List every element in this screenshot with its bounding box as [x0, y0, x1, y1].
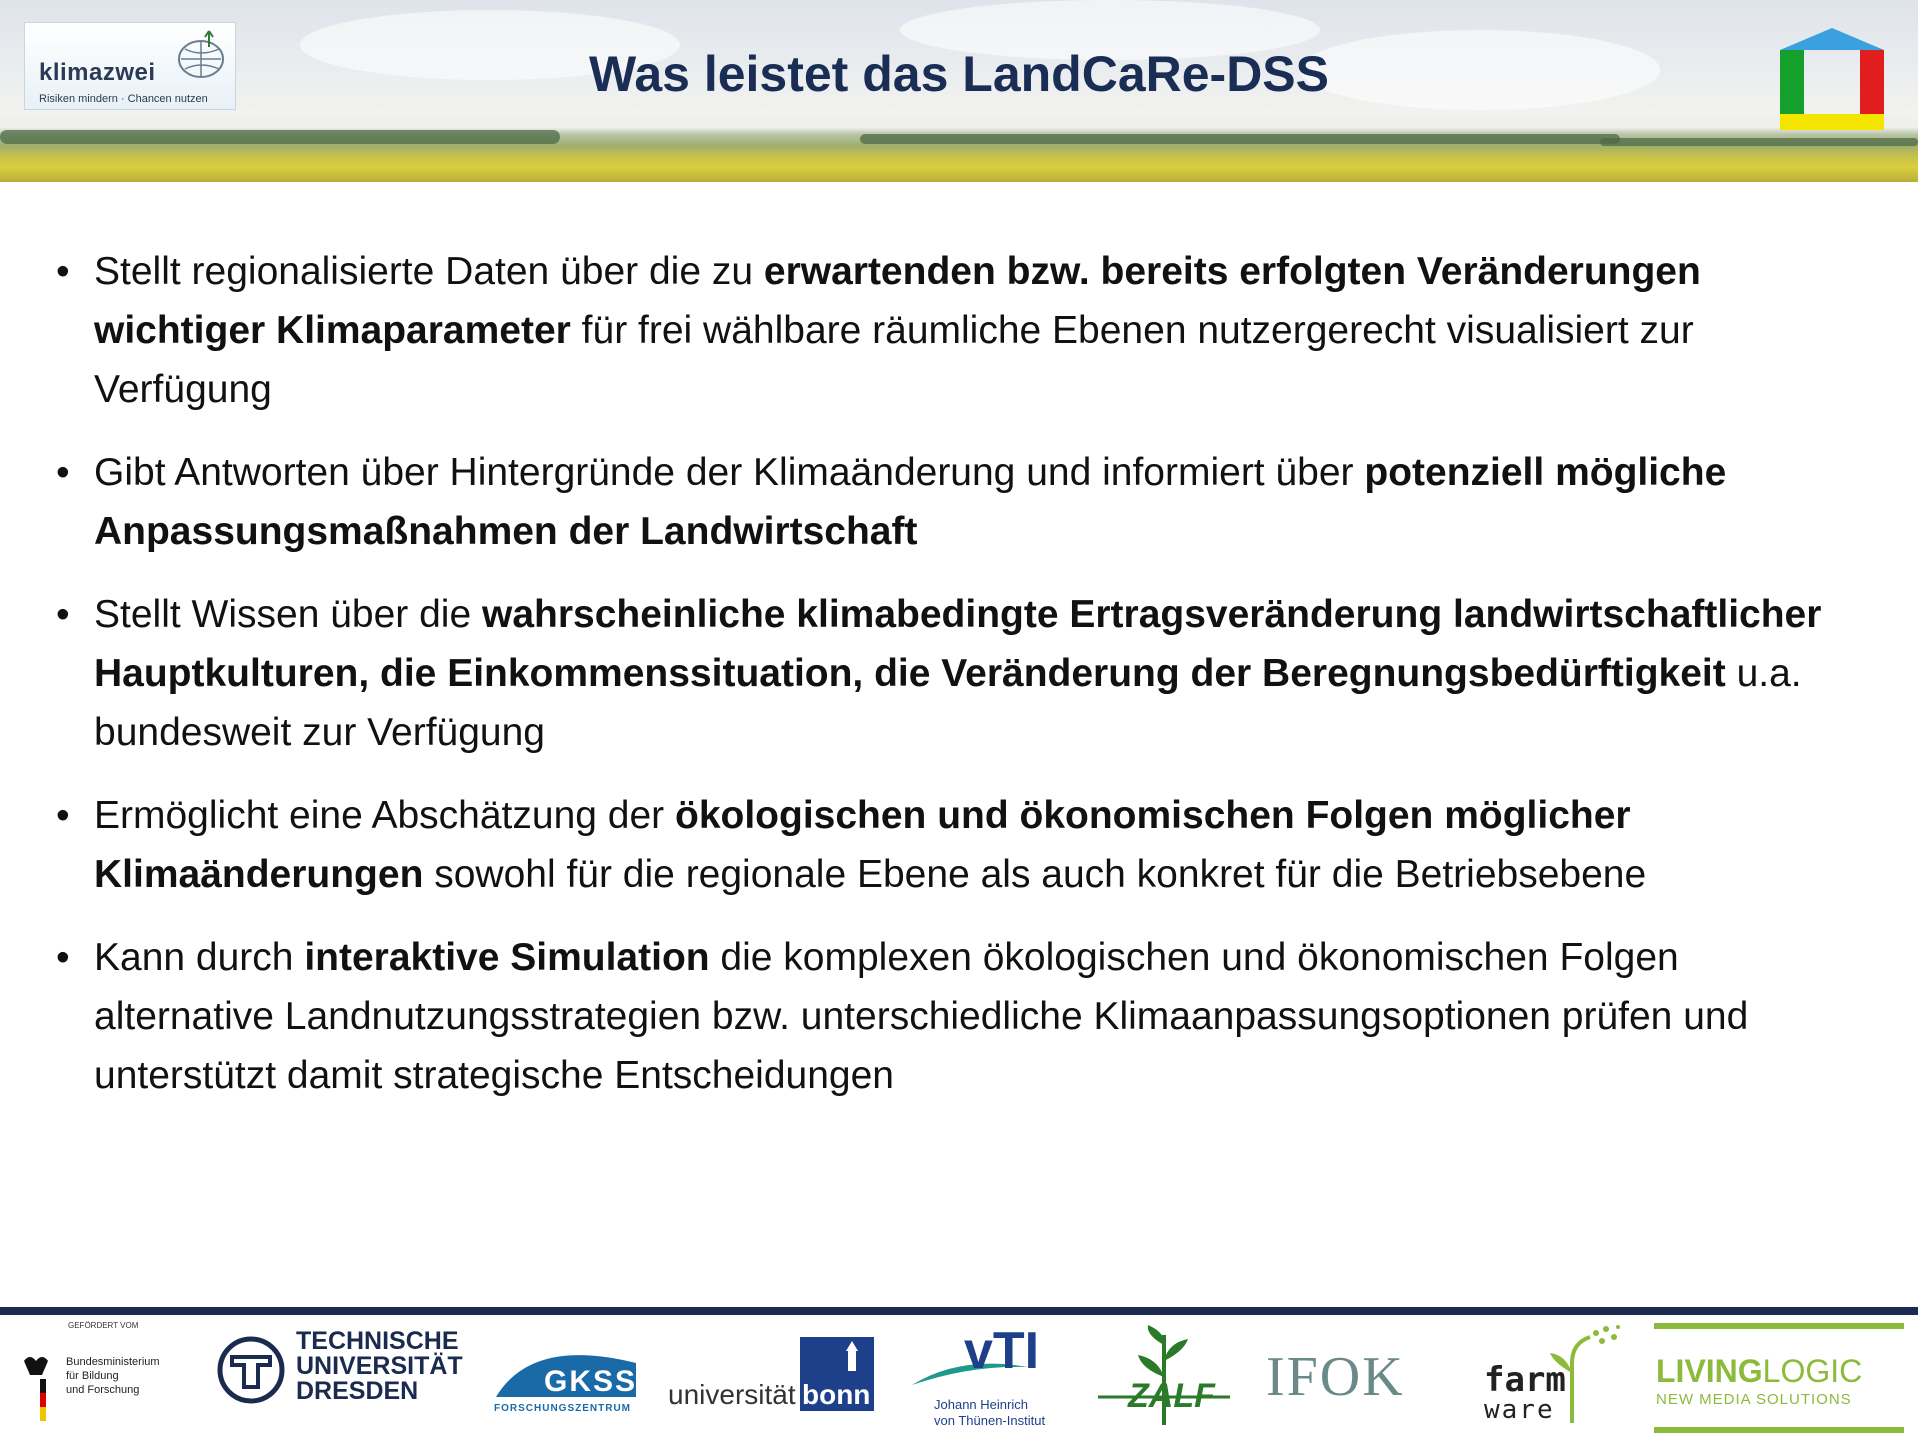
- treeline: [0, 130, 560, 144]
- bullet-dot: •: [56, 593, 70, 636]
- zalf-word: ZALF: [1128, 1377, 1215, 1415]
- uni-bonn-logo: [668, 1337, 874, 1417]
- bullet-item: [52, 928, 1862, 1105]
- zalf-logo: [1096, 1325, 1232, 1429]
- treeline: [1600, 138, 1918, 146]
- bullet-text: u.a. bundesweit zur Verfügung: [94, 652, 1802, 754]
- gkss-word: GKSS: [544, 1365, 638, 1398]
- bullet-list: [52, 242, 1862, 1129]
- bullet-text: die komplexen ökologischen und ökonomischen Folgen alternative Landnutzungsstrategien bzw. unterschiedliche Klimaanpassungsoptionen prüfen und unterstützt damit strategische Entscheidungen: [94, 936, 1749, 1097]
- livinglogic-living: LIVING: [1656, 1353, 1763, 1389]
- tu-dresden-logo: [216, 1329, 466, 1419]
- livinglogic-word: [1656, 1355, 1862, 1387]
- bullet-text: Kann durch: [94, 936, 305, 979]
- bullet-text: Stellt Wissen über die: [94, 593, 483, 636]
- tud-line1: TECHNISCHE: [296, 1327, 459, 1355]
- partner-logos: [0, 1315, 1918, 1439]
- bullet-item: [52, 585, 1862, 762]
- bullet-text: Gibt Antworten über Hintergründe der Klimaänderung und informiert über: [94, 451, 1365, 494]
- bullet-text-bold: potenziell mögliche Anpassungsmaßnahmen der Landwirtschaft: [94, 451, 1727, 553]
- gkss-sub: FORSCHUNGSZENTRUM: [494, 1403, 631, 1414]
- klimazwei-logo-word: klimazwei: [39, 59, 156, 86]
- bullet-text-bold: ökologischen und ökonomischen Folgen möglicher Klimaänderungen: [94, 794, 1631, 896]
- livinglogic-logic: LOGIC: [1762, 1353, 1863, 1389]
- bullet-text-bold: erwartenden bzw. bereits erfolgten Veränderungen wichtiger Klimaparameter: [94, 250, 1701, 352]
- bullet-item: [52, 443, 1862, 561]
- header-banner: [0, 0, 1918, 182]
- vti-word: vTI: [964, 1322, 1040, 1380]
- tud-emblem-icon: [216, 1335, 286, 1405]
- bullet-text: für frei wählbare räumliche Ebenen nutzergerecht visualisiert zur Verfügung: [94, 309, 1694, 411]
- vti-line1: Johann Heinrich: [934, 1397, 1028, 1412]
- gkss-logo: [492, 1343, 640, 1423]
- ifok-word: IFOK: [1266, 1346, 1405, 1408]
- treeline: [860, 134, 1620, 144]
- bmbf-line1: Bundesministerium: [66, 1356, 160, 1368]
- bonn-right: bonn: [802, 1379, 871, 1410]
- bmbf-gefoerdert: GEFÖRDERT VOM: [68, 1321, 139, 1330]
- bullet-text: sowohl für die regionale Ebene als auch konkret für die Betriebsebene: [423, 853, 1647, 896]
- eagle-flag-icon: [20, 1353, 50, 1423]
- bullet-text: Stellt regionalisierte Daten über die zu: [94, 250, 764, 293]
- livinglogic-sub: NEW MEDIA SOLUTIONS: [1656, 1391, 1852, 1408]
- house-logo-icon: [1776, 26, 1888, 132]
- bullet-dot: •: [56, 794, 70, 837]
- slide-title: Was leistet das LandCaRe-DSS: [588, 46, 1329, 102]
- bullet-item: [52, 786, 1862, 904]
- farmware-logo: [1484, 1323, 1624, 1433]
- tud-line3: DRESDEN: [296, 1377, 419, 1405]
- bmbf-line2: für Bildung: [66, 1370, 119, 1382]
- bullet-dot: •: [56, 451, 70, 494]
- bullet-text-bold: wahrscheinliche klimabedingte Ertragsveränderung landwirtschaftlicher Hauptkulturen, die Einkommenssituation, die Veränderung der Beregnungsbedürftigkeit: [94, 593, 1822, 695]
- bullet-text-bold: interaktive Simulation: [304, 936, 710, 979]
- bullet-dot: •: [56, 936, 70, 979]
- bmbf-logo: [20, 1321, 180, 1431]
- bullet-text: Ermöglicht eine Abschätzung der: [94, 794, 676, 837]
- livinglogic-logo: [1654, 1323, 1904, 1433]
- klimazwei-logo-tagline: Risiken mindern · Chancen nutzen: [39, 93, 208, 105]
- vti-line2: von Thünen-Institut: [934, 1413, 1046, 1428]
- tud-line2: UNIVERSITÄT: [296, 1352, 463, 1380]
- farmware-line2: ware: [1484, 1395, 1555, 1425]
- bullet-item: [52, 242, 1862, 419]
- ifok-logo: [1266, 1345, 1446, 1415]
- footer-divider: [0, 1307, 1918, 1315]
- bmbf-line3: und Forschung: [66, 1384, 140, 1396]
- bonn-left: universität: [668, 1379, 796, 1410]
- bullet-dot: •: [56, 250, 70, 293]
- farmware-line1: farm: [1484, 1360, 1566, 1400]
- vti-logo: [910, 1322, 1070, 1435]
